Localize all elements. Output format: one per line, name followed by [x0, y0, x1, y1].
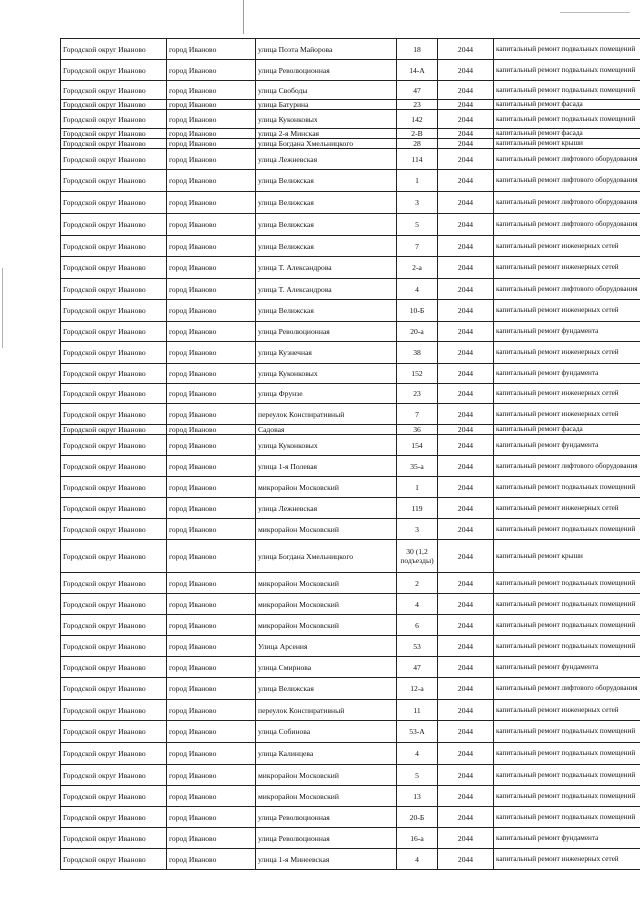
municipality-cell: Городской округ Иваново	[61, 170, 167, 192]
year-cell: 2044	[438, 807, 494, 828]
street-cell: улица Свободы	[256, 81, 397, 100]
table-row	[61, 425, 640, 435]
city-cell: город Иваново	[167, 404, 256, 425]
table-row	[61, 39, 640, 60]
municipality-cell: Городской округ Иваново	[61, 657, 167, 678]
city-cell: город Иваново	[167, 342, 256, 364]
house-number-cell: 7	[397, 404, 438, 425]
year-cell: 2044	[438, 110, 494, 129]
house-number-cell: 142	[397, 110, 438, 129]
work-type-cell: капитальный ремонт подвальных помещений	[494, 519, 640, 540]
house-number-cell: 38	[397, 342, 438, 364]
work-type-cell: капитальный ремонт инженерных сетей	[494, 498, 640, 519]
work-type-cell: капитальный ремонт подвальных помещений	[494, 110, 640, 129]
table-row	[61, 129, 640, 139]
municipality-cell: Городской округ Иваново	[61, 456, 167, 477]
city-cell: город Иваново	[167, 456, 256, 477]
year-cell: 2044	[438, 236, 494, 257]
city-cell: город Иваново	[167, 322, 256, 342]
city-cell: город Иваново	[167, 540, 256, 573]
work-type-cell: капитальный ремонт подвальных помещений	[494, 743, 640, 765]
table-row	[61, 100, 640, 110]
table-row	[61, 214, 640, 236]
table-row	[61, 279, 640, 300]
table-row	[61, 786, 640, 807]
municipality-cell: Городской округ Иваново	[61, 279, 167, 300]
municipality-cell: Городской округ Иваново	[61, 425, 167, 435]
house-number-cell: 154	[397, 435, 438, 456]
municipality-cell: Городской округ Иваново	[61, 540, 167, 573]
table-row	[61, 384, 640, 404]
year-cell: 2044	[438, 435, 494, 456]
street-cell: улица Куконковых	[256, 364, 397, 384]
repair-register-table	[60, 38, 640, 870]
city-cell: город Иваново	[167, 129, 256, 139]
year-cell: 2044	[438, 129, 494, 139]
table-row	[61, 828, 640, 849]
city-cell: город Иваново	[167, 828, 256, 849]
municipality-cell: Городской округ Иваново	[61, 100, 167, 110]
year-cell: 2044	[438, 519, 494, 540]
year-cell: 2044	[438, 573, 494, 594]
street-cell: улица Т. Александрова	[256, 257, 397, 279]
street-cell: микрорайон Московский	[256, 594, 397, 615]
table-row	[61, 700, 640, 721]
municipality-cell: Городской округ Иваново	[61, 236, 167, 257]
year-cell: 2044	[438, 100, 494, 110]
street-cell: микрорайон Московский	[256, 615, 397, 636]
work-type-cell: капитальный ремонт инженерных сетей	[494, 257, 640, 279]
street-cell: улица Фрунзе	[256, 384, 397, 404]
municipality-cell: Городской округ Иваново	[61, 594, 167, 615]
work-type-cell: капитальный ремонт лифтового оборудования	[494, 456, 640, 477]
year-cell: 2044	[438, 214, 494, 236]
house-number-cell: 35-а	[397, 456, 438, 477]
street-cell: улица Лежневская	[256, 498, 397, 519]
house-number-cell: 20-а	[397, 322, 438, 342]
street-cell: улица Велижская	[256, 678, 397, 700]
house-number-cell: 4	[397, 849, 438, 870]
municipality-cell: Городской округ Иваново	[61, 129, 167, 139]
street-cell: улица Поэта Майорова	[256, 39, 397, 60]
house-number-cell: 4	[397, 743, 438, 765]
year-cell: 2044	[438, 39, 494, 60]
table-row	[61, 435, 640, 456]
city-cell: город Иваново	[167, 435, 256, 456]
table-row	[61, 456, 640, 477]
city-cell: город Иваново	[167, 700, 256, 721]
table-row	[61, 192, 640, 214]
year-cell: 2044	[438, 657, 494, 678]
work-type-cell: капитальный ремонт крыши	[494, 540, 640, 573]
work-type-cell: капитальный ремонт подвальных помещений	[494, 477, 640, 498]
year-cell: 2044	[438, 149, 494, 170]
street-cell: улица Лежневская	[256, 149, 397, 170]
house-number-cell: 2-а	[397, 257, 438, 279]
table-row	[61, 322, 640, 342]
city-cell: город Иваново	[167, 384, 256, 404]
table-row	[61, 573, 640, 594]
house-number-cell: 3	[397, 192, 438, 214]
house-number-cell: 28	[397, 139, 438, 149]
house-number-cell: 11	[397, 700, 438, 721]
year-cell: 2044	[438, 828, 494, 849]
street-cell: Садовая	[256, 425, 397, 435]
municipality-cell: Городской округ Иваново	[61, 214, 167, 236]
year-cell: 2044	[438, 364, 494, 384]
house-number-cell: 114	[397, 149, 438, 170]
work-type-cell: капитальный ремонт подвальных помещений	[494, 615, 640, 636]
street-cell: улица Кузнечная	[256, 342, 397, 364]
municipality-cell: Городской округ Иваново	[61, 807, 167, 828]
year-cell: 2044	[438, 81, 494, 100]
table-row	[61, 149, 640, 170]
city-cell: город Иваново	[167, 170, 256, 192]
city-cell: город Иваново	[167, 214, 256, 236]
year-cell: 2044	[438, 786, 494, 807]
year-cell: 2044	[438, 678, 494, 700]
table-row	[61, 300, 640, 322]
municipality-cell: Городской округ Иваново	[61, 149, 167, 170]
work-type-cell: капитальный ремонт подвальных помещений	[494, 807, 640, 828]
table-row	[61, 540, 640, 573]
street-cell: улица Велижская	[256, 236, 397, 257]
table-row	[61, 849, 640, 870]
street-cell: переулок Конспиративный	[256, 404, 397, 425]
table-row	[61, 678, 640, 700]
year-cell: 2044	[438, 139, 494, 149]
street-cell: улица Велижская	[256, 214, 397, 236]
work-type-cell: капитальный ремонт подвальных помещений	[494, 594, 640, 615]
city-cell: город Иваново	[167, 81, 256, 100]
work-type-cell: капитальный ремонт подвальных помещений	[494, 786, 640, 807]
house-number-cell: 152	[397, 364, 438, 384]
street-cell: улица Куконковых	[256, 110, 397, 129]
street-cell: микрорайон Московский	[256, 477, 397, 498]
year-cell: 2044	[438, 425, 494, 435]
year-cell: 2044	[438, 322, 494, 342]
house-number-cell: 7	[397, 236, 438, 257]
year-cell: 2044	[438, 700, 494, 721]
table-row	[61, 743, 640, 765]
year-cell: 2044	[438, 257, 494, 279]
work-type-cell: капитальный ремонт лифтового оборудования	[494, 149, 640, 170]
work-type-cell: капитальный ремонт лифтового оборудования	[494, 214, 640, 236]
table-row	[61, 807, 640, 828]
work-type-cell: капитальный ремонт инженерных сетей	[494, 404, 640, 425]
municipality-cell: Городской округ Иваново	[61, 573, 167, 594]
year-cell: 2044	[438, 498, 494, 519]
table-row	[61, 81, 640, 100]
work-type-cell: капитальный ремонт инженерных сетей	[494, 300, 640, 322]
street-cell: улица Собинова	[256, 721, 397, 743]
house-number-cell: 36	[397, 425, 438, 435]
work-type-cell: капитальный ремонт подвальных помещений	[494, 721, 640, 743]
year-cell: 2044	[438, 721, 494, 743]
street-cell: улица Богдана Хмельницкого	[256, 540, 397, 573]
work-type-cell: капитальный ремонт подвальных помещений	[494, 636, 640, 657]
work-type-cell: капитальный ремонт фасада	[494, 100, 640, 110]
house-number-cell: 30 (1,2 подъезды)	[397, 540, 438, 573]
work-type-cell: капитальный ремонт фундамента	[494, 322, 640, 342]
house-number-cell: 5	[397, 765, 438, 786]
year-cell: 2044	[438, 384, 494, 404]
work-type-cell: капитальный ремонт инженерных сетей	[494, 236, 640, 257]
year-cell: 2044	[438, 540, 494, 573]
table-row	[61, 615, 640, 636]
house-number-cell: 13	[397, 786, 438, 807]
work-type-cell: капитальный ремонт лифтового оборудования	[494, 170, 640, 192]
work-type-cell: капитальный ремонт фундамента	[494, 828, 640, 849]
year-cell: 2044	[438, 342, 494, 364]
year-cell: 2044	[438, 300, 494, 322]
municipality-cell: Городской округ Иваново	[61, 300, 167, 322]
work-type-cell: капитальный ремонт фундамента	[494, 435, 640, 456]
work-type-cell: капитальный ремонт инженерных сетей	[494, 849, 640, 870]
city-cell: город Иваново	[167, 149, 256, 170]
work-type-cell: капитальный ремонт фасада	[494, 425, 640, 435]
municipality-cell: Городской округ Иваново	[61, 257, 167, 279]
city-cell: город Иваново	[167, 364, 256, 384]
work-type-cell: капитальный ремонт лифтового оборудования	[494, 279, 640, 300]
work-type-cell: капитальный ремонт фундамента	[494, 657, 640, 678]
municipality-cell: Городской округ Иваново	[61, 678, 167, 700]
city-cell: город Иваново	[167, 279, 256, 300]
table-row	[61, 636, 640, 657]
municipality-cell: Городской округ Иваново	[61, 721, 167, 743]
municipality-cell: Городской округ Иваново	[61, 322, 167, 342]
city-cell: город Иваново	[167, 60, 256, 81]
house-number-cell: 1	[397, 477, 438, 498]
table-row	[61, 498, 640, 519]
city-cell: город Иваново	[167, 519, 256, 540]
house-number-cell: 12-а	[397, 678, 438, 700]
work-type-cell: капитальный ремонт лифтового оборудования	[494, 678, 640, 700]
city-cell: город Иваново	[167, 425, 256, 435]
house-number-cell: 4	[397, 279, 438, 300]
table-row	[61, 110, 640, 129]
work-type-cell: капитальный ремонт инженерных сетей	[494, 384, 640, 404]
street-cell: улица Велижская	[256, 300, 397, 322]
work-type-cell: капитальный ремонт фундамента	[494, 364, 640, 384]
year-cell: 2044	[438, 279, 494, 300]
street-cell: микрорайон Московский	[256, 519, 397, 540]
year-cell: 2044	[438, 849, 494, 870]
municipality-cell: Городской округ Иваново	[61, 636, 167, 657]
city-cell: город Иваново	[167, 657, 256, 678]
table-row	[61, 721, 640, 743]
table-row	[61, 170, 640, 192]
city-cell: город Иваново	[167, 139, 256, 149]
house-number-cell: 53-А	[397, 721, 438, 743]
street-cell: улица Революционная	[256, 322, 397, 342]
city-cell: город Иваново	[167, 477, 256, 498]
table-row	[61, 657, 640, 678]
municipality-cell: Городской округ Иваново	[61, 519, 167, 540]
house-number-cell: 14-А	[397, 60, 438, 81]
table-row	[61, 477, 640, 498]
table-row	[61, 404, 640, 425]
table-row	[61, 139, 640, 149]
street-cell: улица Богдана Хмельницкого	[256, 139, 397, 149]
house-number-cell: 47	[397, 657, 438, 678]
year-cell: 2044	[438, 456, 494, 477]
municipality-cell: Городской округ Иваново	[61, 828, 167, 849]
table-row	[61, 60, 640, 81]
municipality-cell: Городской округ Иваново	[61, 743, 167, 765]
scan-fold-line	[243, 0, 244, 34]
municipality-cell: Городской округ Иваново	[61, 498, 167, 519]
table-row	[61, 765, 640, 786]
street-cell: улица Куконковых	[256, 435, 397, 456]
city-cell: город Иваново	[167, 743, 256, 765]
house-number-cell: 5	[397, 214, 438, 236]
year-cell: 2044	[438, 636, 494, 657]
street-cell: улица 1-я Полевая	[256, 456, 397, 477]
city-cell: город Иваново	[167, 257, 256, 279]
year-cell: 2044	[438, 60, 494, 81]
work-type-cell: капитальный ремонт подвальных помещений	[494, 81, 640, 100]
city-cell: город Иваново	[167, 192, 256, 214]
house-number-cell: 2-В	[397, 129, 438, 139]
house-number-cell: 47	[397, 81, 438, 100]
table-row	[61, 364, 640, 384]
work-type-cell: капитальный ремонт инженерных сетей	[494, 342, 640, 364]
year-cell: 2044	[438, 192, 494, 214]
house-number-cell: 2	[397, 573, 438, 594]
city-cell: город Иваново	[167, 100, 256, 110]
table-row	[61, 594, 640, 615]
work-type-cell: капитальный ремонт подвальных помещений	[494, 39, 640, 60]
work-type-cell: капитальный ремонт подвальных помещений	[494, 60, 640, 81]
municipality-cell: Городской округ Иваново	[61, 81, 167, 100]
street-cell: улица Т. Александрова	[256, 279, 397, 300]
year-cell: 2044	[438, 594, 494, 615]
house-number-cell: 23	[397, 384, 438, 404]
street-cell: микрорайон Московский	[256, 786, 397, 807]
house-number-cell: 1	[397, 170, 438, 192]
municipality-cell: Городской округ Иваново	[61, 110, 167, 129]
year-cell: 2044	[438, 170, 494, 192]
municipality-cell: Городской округ Иваново	[61, 615, 167, 636]
city-cell: город Иваново	[167, 721, 256, 743]
street-cell: Улица Арсения	[256, 636, 397, 657]
municipality-cell: Городской округ Иваново	[61, 364, 167, 384]
municipality-cell: Городской округ Иваново	[61, 384, 167, 404]
table-row	[61, 236, 640, 257]
year-cell: 2044	[438, 743, 494, 765]
street-cell: улица Смирнова	[256, 657, 397, 678]
street-cell: улица Велижская	[256, 192, 397, 214]
municipality-cell: Городской округ Иваново	[61, 404, 167, 425]
city-cell: город Иваново	[167, 594, 256, 615]
table-row	[61, 519, 640, 540]
city-cell: город Иваново	[167, 300, 256, 322]
municipality-cell: Городской округ Иваново	[61, 60, 167, 81]
city-cell: город Иваново	[167, 786, 256, 807]
house-number-cell: 16-а	[397, 828, 438, 849]
street-cell: микрорайон Московский	[256, 765, 397, 786]
table-row	[61, 342, 640, 364]
city-cell: город Иваново	[167, 498, 256, 519]
house-number-cell: 20-Б	[397, 807, 438, 828]
street-cell: улица 1-я Минеевская	[256, 849, 397, 870]
street-cell: улица Батурина	[256, 100, 397, 110]
house-number-cell: 10-Б	[397, 300, 438, 322]
house-number-cell: 53	[397, 636, 438, 657]
municipality-cell: Городской округ Иваново	[61, 765, 167, 786]
house-number-cell: 3	[397, 519, 438, 540]
municipality-cell: Городской округ Иваново	[61, 139, 167, 149]
year-cell: 2044	[438, 765, 494, 786]
street-cell: улица 2-я Минская	[256, 129, 397, 139]
work-type-cell: капитальный ремонт крыши	[494, 139, 640, 149]
work-type-cell: капитальный ремонт подвальных помещений	[494, 765, 640, 786]
municipality-cell: Городской округ Иваново	[61, 700, 167, 721]
house-number-cell: 4	[397, 594, 438, 615]
house-number-cell: 6	[397, 615, 438, 636]
city-cell: город Иваново	[167, 765, 256, 786]
city-cell: город Иваново	[167, 849, 256, 870]
municipality-cell: Городской округ Иваново	[61, 477, 167, 498]
scan-edge-line	[2, 268, 3, 348]
scan-edge-line	[560, 12, 630, 13]
city-cell: город Иваново	[167, 636, 256, 657]
municipality-cell: Городской округ Иваново	[61, 849, 167, 870]
house-number-cell: 119	[397, 498, 438, 519]
street-cell: улица Революционная	[256, 807, 397, 828]
street-cell: улица Революционная	[256, 60, 397, 81]
work-type-cell: капитальный ремонт подвальных помещений	[494, 573, 640, 594]
year-cell: 2044	[438, 404, 494, 425]
year-cell: 2044	[438, 615, 494, 636]
city-cell: город Иваново	[167, 615, 256, 636]
city-cell: город Иваново	[167, 573, 256, 594]
street-cell: микрорайон Московский	[256, 573, 397, 594]
year-cell: 2044	[438, 477, 494, 498]
municipality-cell: Городской округ Иваново	[61, 786, 167, 807]
municipality-cell: Городской округ Иваново	[61, 192, 167, 214]
table-row	[61, 257, 640, 279]
work-type-cell: капитальный ремонт фасада	[494, 129, 640, 139]
house-number-cell: 23	[397, 100, 438, 110]
city-cell: город Иваново	[167, 678, 256, 700]
city-cell: город Иваново	[167, 110, 256, 129]
city-cell: город Иваново	[167, 39, 256, 60]
street-cell: улица Революционная	[256, 828, 397, 849]
municipality-cell: Городской округ Иваново	[61, 342, 167, 364]
street-cell: улица Велижская	[256, 170, 397, 192]
work-type-cell: капитальный ремонт лифтового оборудования	[494, 192, 640, 214]
street-cell: переулок Конспиративный	[256, 700, 397, 721]
city-cell: город Иваново	[167, 807, 256, 828]
house-number-cell: 18	[397, 39, 438, 60]
municipality-cell: Городской округ Иваново	[61, 435, 167, 456]
city-cell: город Иваново	[167, 236, 256, 257]
street-cell: улица Калинцева	[256, 743, 397, 765]
municipality-cell: Городской округ Иваново	[61, 39, 167, 60]
work-type-cell: капитальный ремонт инженерных сетей	[494, 700, 640, 721]
